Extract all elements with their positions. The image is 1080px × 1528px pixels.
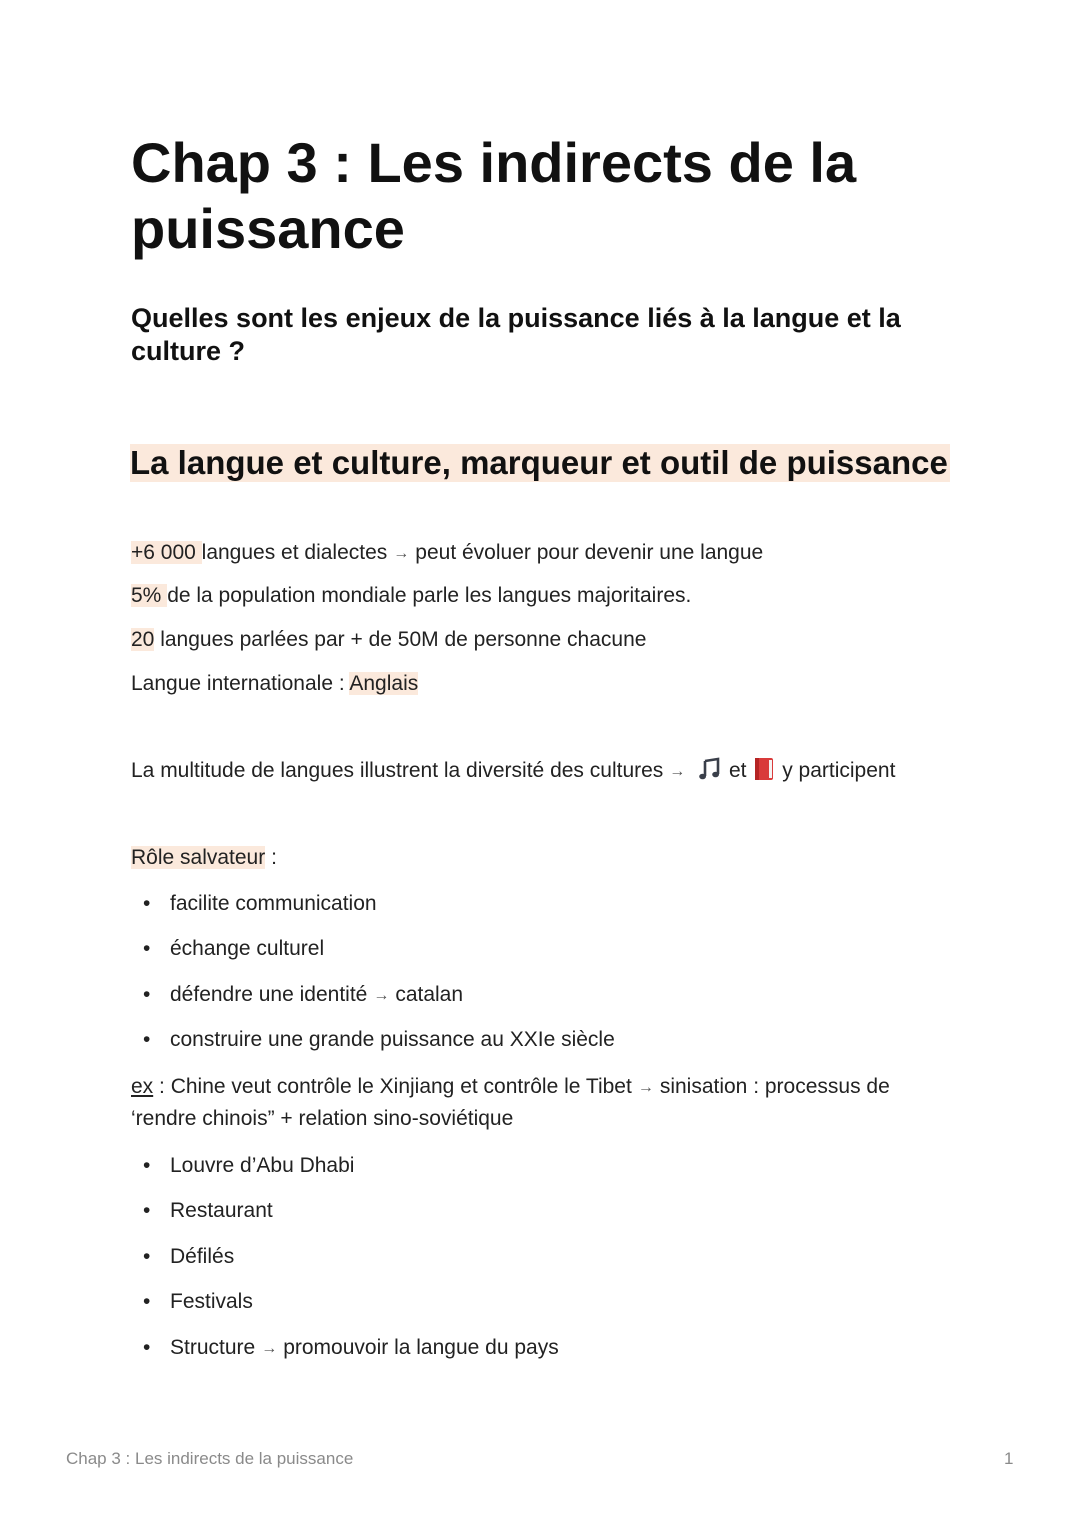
fact-languages-count: +6 000 langues et dialectes → peut évoluer pour devenir une langue bbox=[131, 541, 764, 564]
highlight: +6 000 bbox=[131, 541, 202, 564]
list-item: • échange culturel bbox=[143, 937, 325, 960]
page-subtitle: Quelles sont les enjeux de la puissance liés à la langue et la culture ? bbox=[131, 303, 901, 366]
list-item: • Restaurant bbox=[143, 1199, 273, 1222]
bullet-icon: • bbox=[143, 1028, 151, 1051]
highlight: Rôle salvateur bbox=[131, 846, 266, 869]
bullet-icon: • bbox=[143, 983, 151, 1006]
highlight: Anglais bbox=[349, 672, 419, 695]
list-item: • Structure → promouvoir la langue du pays bbox=[143, 1336, 559, 1359]
list-item: • facilite communication bbox=[143, 892, 377, 915]
list-item: • Festivals bbox=[143, 1290, 253, 1313]
list-item: • Louvre d’Abu Dhabi bbox=[143, 1154, 355, 1177]
arrow-icon: → bbox=[261, 1340, 278, 1357]
list-item: • Défilés bbox=[143, 1245, 235, 1268]
fact-world-population: 5% de la population mondiale parle les langues majoritaires. bbox=[131, 584, 692, 607]
bullet-icon: • bbox=[143, 1336, 151, 1359]
fact-major-languages: 20 langues parlées par + de 50M de personne chacune bbox=[131, 628, 647, 651]
list-item: • construire une grande puissance au XXIe siècle bbox=[143, 1028, 615, 1051]
footer-title: Chap 3 : Les indirects de la puissance bbox=[66, 1449, 354, 1468]
bullet-icon: • bbox=[143, 1154, 151, 1177]
fact-international-language: Langue internationale : Anglais bbox=[131, 672, 419, 695]
role-label: Rôle salvateur : bbox=[131, 846, 277, 869]
highlight: 5% bbox=[131, 584, 168, 607]
bullet-icon: • bbox=[143, 937, 151, 960]
example-label: ex bbox=[131, 1075, 154, 1098]
arrow-icon: → bbox=[669, 763, 686, 780]
musical-note-icon bbox=[699, 757, 721, 781]
bullet-icon: • bbox=[143, 1199, 151, 1222]
diversity-statement: La multitude de langues illustrent la diversité des cultures → et y participent bbox=[131, 759, 896, 782]
section-heading: La langue et culture, marqueur et outil de puissance bbox=[130, 444, 950, 482]
bullet-icon: • bbox=[143, 892, 151, 915]
example-line-2: ‘rendre chinois” + relation sino-soviétique bbox=[131, 1107, 514, 1130]
arrow-icon: → bbox=[373, 987, 390, 1004]
example-line-1: ex : Chine veut contrôle le Xinjiang et contrôle le Tibet → sinisation : processus de bbox=[131, 1075, 890, 1098]
red-book-icon bbox=[754, 757, 774, 781]
arrow-icon: → bbox=[393, 545, 410, 562]
list-item: • défendre une identité → catalan bbox=[143, 983, 464, 1006]
bullet-icon: • bbox=[143, 1245, 151, 1268]
page-title: Chap 3 : Les indirects de la puissance bbox=[131, 131, 857, 260]
bullet-icon: • bbox=[143, 1290, 151, 1313]
highlight: 20 bbox=[131, 628, 155, 651]
page-number: 1 bbox=[1004, 1449, 1014, 1468]
arrow-icon: → bbox=[637, 1079, 654, 1096]
